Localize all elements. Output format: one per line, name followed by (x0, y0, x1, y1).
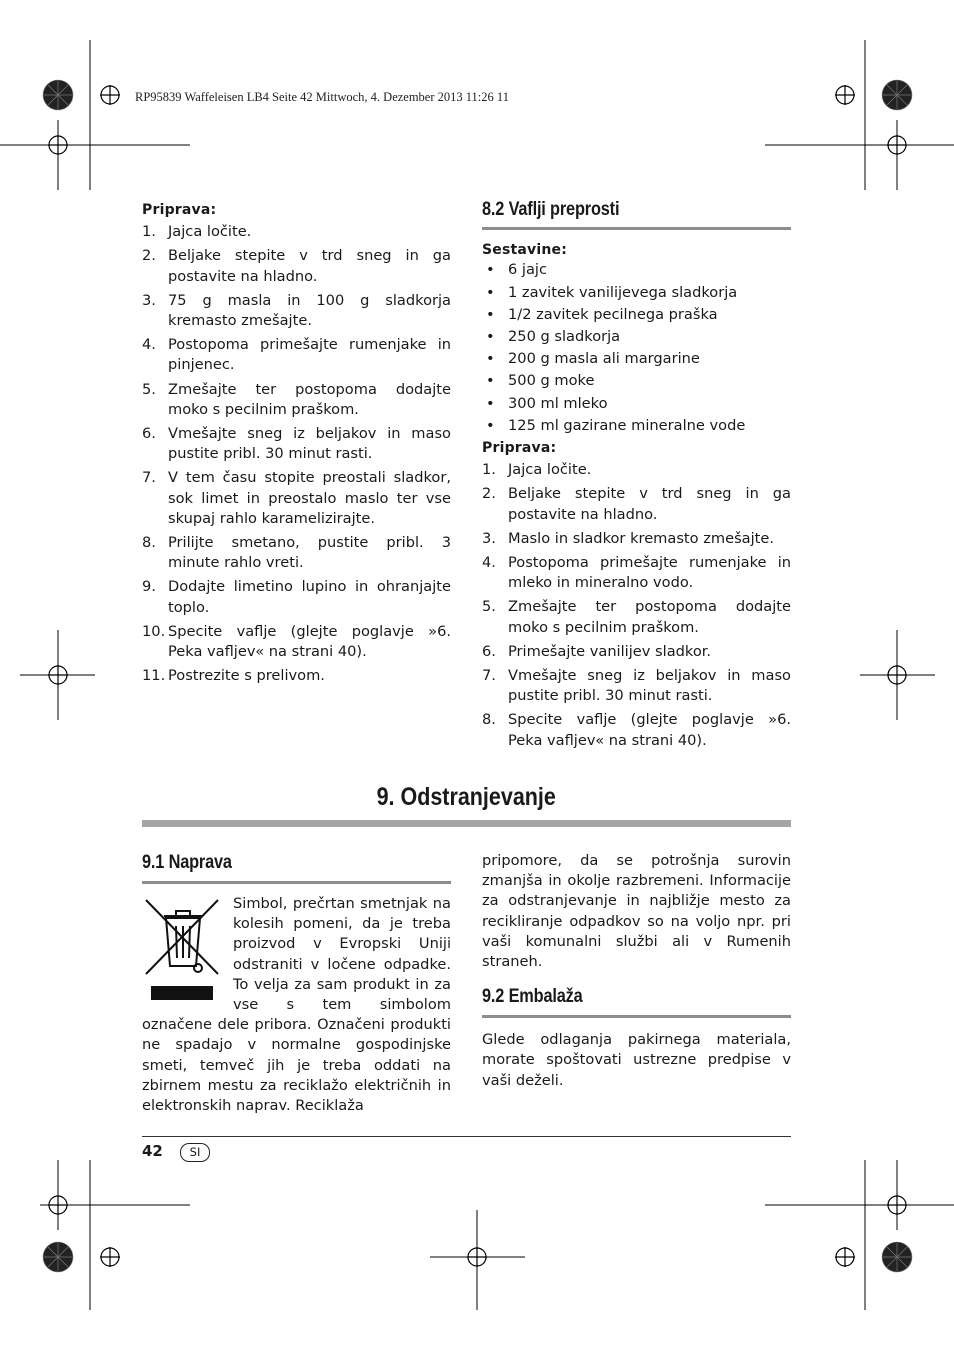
step-text: V tem času stopite preostali sladkor, sok limet in preostalo maslo ter vse skupaj rahlo karamelizirajte. (168, 469, 451, 527)
step-text: Specite vaflje (glejte poglavje »6. Peka vafljev« na strani 40). (168, 622, 451, 661)
ingredient-item (482, 327, 791, 347)
step-text: Primešajte vanilijev sladkor. (508, 642, 712, 660)
right-steps-list (482, 460, 791, 751)
ingredients-list (482, 260, 791, 436)
step-number: 8. (482, 711, 496, 729)
step-item (142, 291, 451, 331)
section-title-8-2: 8.2 Vaflji preprosti (482, 199, 620, 220)
step-item (482, 666, 791, 706)
bullet-icon: • (486, 416, 495, 434)
step-text: Dodajte limetino lupino in ohranjajte toplo. (168, 578, 451, 616)
step-item (142, 335, 451, 375)
step-text: Jajca ločite. (168, 223, 252, 241)
step-number: 6. (482, 642, 496, 660)
ingredient-item (482, 416, 791, 436)
step-text: Postopoma primešajte rumenjake in mleko in mineralno vodo. (508, 554, 791, 592)
step-number: 7. (482, 667, 496, 685)
step-item (142, 222, 451, 242)
step-item (482, 597, 791, 637)
left-column (142, 200, 451, 690)
section-rule (482, 227, 791, 230)
step-number: 3. (142, 291, 156, 309)
step-item (142, 666, 451, 686)
step-item (482, 460, 791, 480)
step-item (142, 622, 451, 662)
ingredient-item (482, 260, 791, 280)
page-number: 42 (142, 1142, 163, 1160)
bullet-icon: • (486, 372, 495, 390)
chapter-title: 9. Odstranjevanje (376, 783, 557, 811)
step-item (482, 484, 791, 524)
step-text: Postrezite s prelivom. (168, 667, 325, 685)
ingredient-text: 125 ml gazirane mineralne vode (508, 416, 746, 434)
step-item (482, 553, 791, 593)
section-9-1-continued (482, 851, 791, 1091)
section-rule (482, 1015, 791, 1018)
section-title-9-1: 9.1 Naprava (142, 852, 232, 873)
step-number: 11. (142, 667, 166, 685)
print-header: RP95839 Waffeleisen LB4 Seite 42 Mittwoch, 4. Dezember 2013 11:26 11 (135, 90, 509, 104)
step-text: Beljake stepite v trd sneg in ga postavite na hladno. (168, 247, 451, 285)
ingredients-label: Sestavine: (482, 242, 568, 259)
step-item (142, 577, 451, 617)
step-text: Jajca ločite. (508, 461, 592, 479)
bullet-icon: • (486, 283, 495, 301)
step-number: 10. (142, 622, 166, 640)
step-text: Zmešajte ter postopoma dodajte moko s pecilnim praškom. (168, 380, 451, 418)
crossed-out-wheelie-bin-icon (142, 896, 224, 1002)
step-item (482, 710, 791, 750)
section-9-1-text: Simbol, prečrtan smetnjak na kolesih pomeni, da je treba proizvod v Evropski Uniji odstraniti v ločene odpadke. To velja za sam produkt in za vse s tem simbolom označene dele pribora. Označeni produkti ne spadajo v normalne gospodinjske smeti, temveč jih je treba oddati na zbirnem mestu za reciklažo električnih in elektronskih naprav. Reciklaža (142, 895, 451, 1115)
ingredient-text: 500 g moke (508, 372, 595, 390)
ingredient-item (482, 371, 791, 391)
ingredient-text: 250 g sladkorja (508, 328, 621, 346)
step-text: Prilijte smetano, pustite pribl. 3 minute rahlo vreti. (168, 534, 451, 572)
step-text: 75 g masla in 100 g sladkorja kremasto zmešajte. (168, 291, 451, 330)
bullet-icon: • (486, 350, 495, 368)
step-text: Zmešajte ter postopoma dodajte moko s pecilnim praškom. (508, 598, 791, 636)
step-number: 8. (142, 534, 156, 552)
step-number: 5. (482, 598, 496, 616)
step-item (482, 642, 791, 662)
step-text: Beljake stepite v trd sneg in ga postavite na hladno. (508, 485, 791, 523)
step-number: 2. (142, 247, 156, 265)
step-item (142, 246, 451, 286)
step-item (142, 468, 451, 529)
step-number: 1. (482, 461, 496, 479)
section-9-1 (142, 852, 451, 1116)
step-text: Specite vaflje (glejte poglavje »6. Peka vafljev« na strani 40). (508, 711, 791, 749)
step-number: 5. (142, 380, 156, 398)
step-number: 3. (482, 529, 496, 547)
step-text: Vmešajte sneg iz beljakov in maso pustite pribl. 30 minut rasti. (508, 667, 791, 705)
ingredient-item (482, 349, 791, 369)
section-rule (142, 881, 451, 884)
step-text: Maslo in sladkor kremasto zmešajte. (508, 529, 775, 547)
ingredient-text: 300 ml mleko (508, 394, 608, 412)
step-item (482, 529, 791, 549)
ingredient-item (482, 394, 791, 414)
section-9-2-text: Glede odlaganja pakirnega materiala, morate spoštovati ustrezne predpise v vaši deželi. (482, 1031, 791, 1089)
step-number: 4. (142, 336, 156, 354)
ingredient-text: 1/2 zavitek pecilnega praška (508, 305, 718, 323)
prep-label: Priprava: (482, 440, 557, 457)
section-9-1-continuation: pripomore, da se potrošnja surovin zmanjša in okolje razbremeni. Informacije za odstranjevanje in najbližje mesto za recikliranje odpadkov so na voljo npr. pri vaši komunalni službi ali v Rumenih straneh. (482, 852, 791, 971)
chapter-rule (142, 820, 791, 827)
step-item (142, 380, 451, 420)
language-badge: SI (180, 1143, 210, 1162)
footer-rule (142, 1136, 791, 1137)
ingredient-item (482, 305, 791, 325)
prep-label: Priprava: (142, 202, 217, 218)
step-number: 1. (142, 223, 156, 241)
bullet-icon: • (486, 261, 495, 279)
bullet-icon: • (486, 394, 495, 412)
ingredient-text: 6 jajc (508, 261, 547, 279)
ingredient-item (482, 283, 791, 303)
step-number: 6. (142, 425, 156, 443)
step-number: 4. (482, 554, 496, 572)
left-steps-list (142, 222, 451, 686)
step-number: 7. (142, 469, 156, 487)
step-number: 2. (482, 485, 496, 503)
step-text: Vmešajte sneg iz beljakov in maso pustite pribl. 30 minut rasti. (168, 425, 451, 463)
step-item (142, 424, 451, 464)
bullet-icon: • (486, 328, 495, 346)
step-number: 9. (142, 578, 156, 596)
step-item (142, 533, 451, 573)
bullet-icon: • (486, 305, 495, 323)
step-text: Postopoma primešajte rumenjake in pinjenec. (168, 336, 451, 374)
section-title-9-2: 9.2 Embalaža (482, 986, 583, 1008)
ingredient-text: 200 g masla ali margarine (508, 350, 700, 368)
ingredient-text: 1 zavitek vanilijevega sladkorja (508, 283, 738, 301)
right-column (482, 200, 791, 755)
